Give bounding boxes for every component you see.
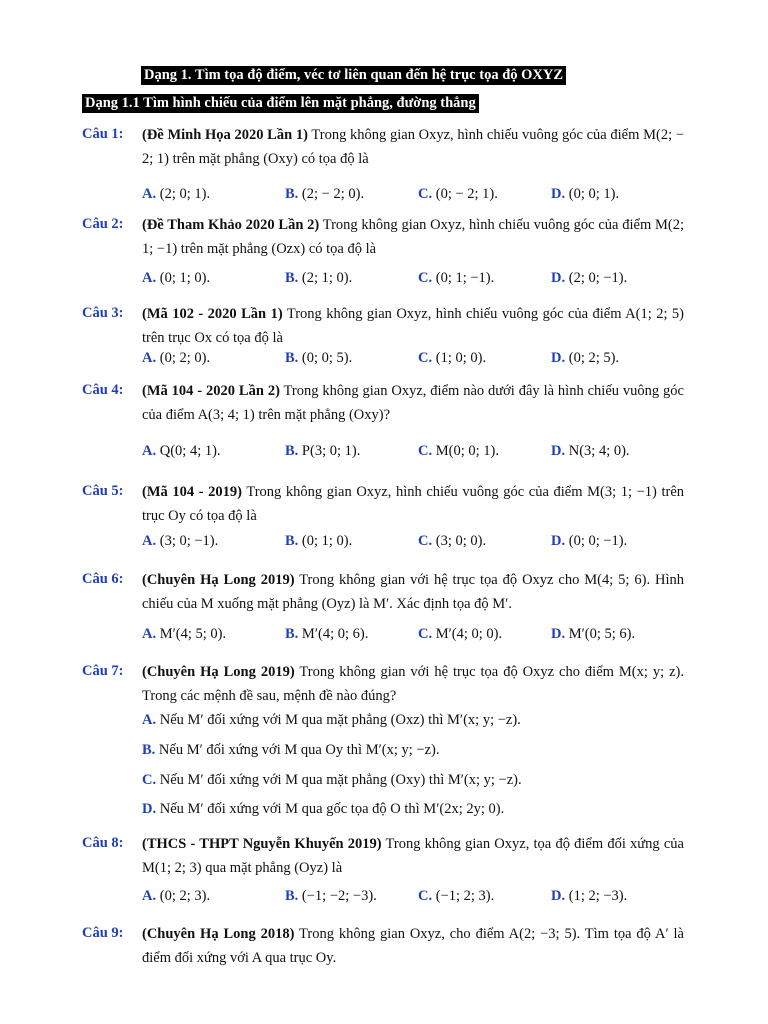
question-text: [142, 568, 684, 616]
answer-options: [0, 439, 768, 463]
option-a[interactable]: A. (0; 2; 3).: [142, 888, 211, 904]
subsection-heading: Dạng 1.1 Tìm hình chiếu của điểm lên mặt phẳng, đường thẳng: [82, 94, 479, 113]
question-source: (Đề Tham Khảo 2020 Lần 2): [142, 217, 320, 233]
question-label: Câu 6:: [82, 571, 124, 587]
question-label: Câu 3:: [82, 305, 124, 321]
question-label: Câu 4:: [82, 382, 124, 398]
option-b[interactable]: B. (−1; −2; −3).: [285, 888, 377, 904]
section-heading: Dạng 1. Tìm tọa độ điểm, véc tơ liên quan đến hệ trục tọa độ OXYZ: [141, 66, 566, 85]
question-source: (Chuyên Hạ Long 2018): [142, 926, 295, 942]
question-source: (THCS - THPT Nguyễn Khuyến 2019): [142, 836, 382, 852]
question-text: [142, 480, 684, 528]
question-body: Trong không gian Oxyz, cho điểm A(2; −3; 5). Tìm tọa độ A′ là điểm đối xứng với A qua trục Oy.: [142, 926, 684, 966]
option-d[interactable]: D. (0; 2; 5).: [551, 350, 620, 366]
option-a[interactable]: A. Nếu M′ đối xứng với M qua mặt phẳng (Oxz) thì M′(x; y; −z).: [142, 712, 521, 728]
question-text: [142, 922, 684, 970]
question-body: Trong không gian Oxyz, hình chiếu vuông góc của điểm M(3; 1; −1) trên trục Oy có tọa độ là: [142, 484, 684, 524]
option-b[interactable]: B. (0; 1; 0).: [285, 533, 353, 549]
option-a[interactable]: A. (2; 0; 1).: [142, 186, 211, 202]
question-label: Câu 1:: [82, 126, 124, 142]
option-a[interactable]: A. (3; 0; −1).: [142, 533, 219, 549]
option-d[interactable]: D. (1; 2; −3).: [551, 888, 628, 904]
option-c[interactable]: C. M(0; 0; 1).: [418, 443, 499, 459]
option-c[interactable]: C. (−1; 2; 3).: [418, 888, 495, 904]
question-body: Trong không gian Oxyz, điểm nào dưới đây là hình chiếu vuông góc của điểm A(3; 4; 1) trên mặt phẳng (Oxy)?: [142, 383, 684, 423]
answer-options: [0, 529, 768, 553]
question-text: [142, 213, 684, 261]
option-a[interactable]: A. (0; 2; 0).: [142, 350, 211, 366]
question-body: Trong không gian Oxyz, hình chiếu vuông góc của điểm A(1; 2; 5) trên trục Ox có tọa độ là: [142, 306, 684, 346]
question-body: Trong không gian Oxyz, hình chiếu vuông góc của điểm M(2; 1; −1) trên mặt phẳng (Ozx) có tọa độ là: [142, 217, 684, 257]
option-c[interactable]: C. (3; 0; 0).: [418, 533, 487, 549]
question-source: (Mã 102 - 2020 Lần 1): [142, 306, 283, 322]
question-source: (Chuyên Hạ Long 2019): [142, 572, 295, 588]
answer-options: [0, 266, 768, 290]
question-source: (Mã 104 - 2020 Lần 2): [142, 383, 280, 399]
option-d[interactable]: D. Nếu M′ đối xứng với M qua gốc tọa độ O thì M′(2x; 2y; 0).: [142, 801, 505, 817]
option-b[interactable]: B. P(3; 0; 1).: [285, 443, 361, 459]
question-label: Câu 9:: [82, 925, 124, 941]
question-body: Trong không gian Oxyz, hình chiếu vuông góc của điểm M(2; − 2; 1) trên mặt phẳng (Oxy) có tọa độ là: [142, 127, 684, 167]
question-text: [142, 123, 684, 171]
option-d[interactable]: D. (0; 0; −1).: [551, 533, 628, 549]
question-label: Câu 2:: [82, 216, 124, 232]
option-a[interactable]: A. M′(4; 5; 0).: [142, 626, 227, 642]
option-b[interactable]: B. M′(4; 0; 6).: [285, 626, 369, 642]
question-body: Trong không gian với hệ trục tọa độ Oxyz cho điểm M(x; y; z). Trong các mệnh đề sau, mệnh đề nào đúng?: [142, 664, 684, 704]
question-source: (Mã 104 - 2019): [142, 484, 242, 500]
question-body: Trong không gian với hệ trục tọa độ Oxyz cho M(4; 5; 6). Hình chiếu của M xuống mặt phẳng (Oyz) là M′. Xác định tọa độ M′.: [142, 572, 684, 612]
answer-options: [0, 622, 768, 646]
answer-options: [0, 884, 768, 908]
option-d[interactable]: D. M′(0; 5; 6).: [551, 626, 636, 642]
option-c[interactable]: C. (0; − 2; 1).: [418, 186, 498, 202]
option-d[interactable]: D. N(3; 4; 0).: [551, 443, 630, 459]
option-c[interactable]: C. M′(4; 0; 0).: [418, 626, 503, 642]
option-d[interactable]: D. (2; 0; −1).: [551, 270, 628, 286]
option-a[interactable]: A. (0; 1; 0).: [142, 270, 211, 286]
question-label: Câu 5:: [82, 483, 124, 499]
question-body: Trong không gian Oxyz, tọa độ điểm đối xứng của M(1; 2; 3) qua mặt phẳng (Oyz) là: [142, 836, 684, 876]
question-text: [142, 302, 684, 350]
option-c[interactable]: C. (1; 0; 0).: [418, 350, 487, 366]
option-b[interactable]: B. (2; − 2; 0).: [285, 186, 365, 202]
option-d[interactable]: D. (0; 0; 1).: [551, 186, 620, 202]
question-source: (Đề Minh Họa 2020 Lần 1): [142, 127, 308, 143]
question-text: [142, 660, 684, 708]
option-a[interactable]: A. Q(0; 4; 1).: [142, 443, 221, 459]
option-c[interactable]: C. (0; 1; −1).: [418, 270, 495, 286]
option-b[interactable]: B. (2; 1; 0).: [285, 270, 353, 286]
question-source: (Chuyên Hạ Long 2019): [142, 664, 295, 680]
option-b[interactable]: B. (0; 0; 5).: [285, 350, 353, 366]
option-c[interactable]: C. Nếu M′ đối xứng với M qua mặt phẳng (Oxy) thì M′(x; y; −z).: [142, 772, 522, 788]
question-text: [142, 832, 684, 880]
answer-options: [0, 182, 768, 206]
question-label: Câu 8:: [82, 835, 124, 851]
option-b[interactable]: B. Nếu M′ đối xứng với M qua Oy thì M′(x; y; −z).: [142, 742, 440, 758]
answer-options: [0, 346, 768, 370]
question-label: Câu 7:: [82, 663, 124, 679]
question-text: [142, 379, 684, 427]
